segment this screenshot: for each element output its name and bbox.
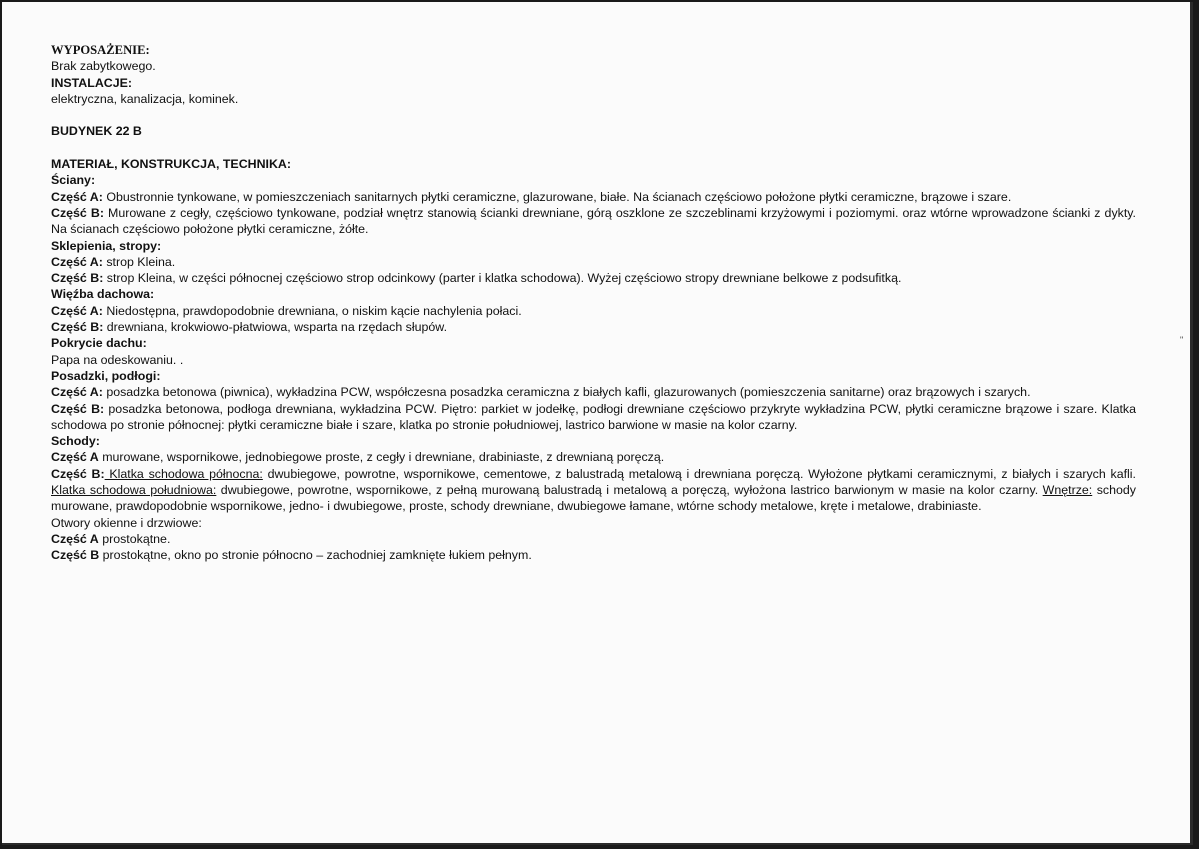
- heading-material: MATERIAŁ, KONSTRUKCJA, TECHNIKA:: [51, 157, 292, 172]
- part-label: Część B:: [51, 320, 104, 335]
- heading-pokrycie: Pokrycie dachu:: [51, 336, 147, 351]
- part-text: Niedostępna, prawdopodobnie drewniana, o niskim kącie nachylenia połaci.: [102, 303, 522, 318]
- text-instalacje: elektryczna, kanalizacja, kominek.: [51, 91, 239, 106]
- heading-wyposazenie: WYPOSAŻENIE:: [51, 43, 150, 57]
- subheading-klatka-poludniowa: Klatka schodowa południowa:: [51, 483, 217, 498]
- part-label: Część A:: [51, 303, 103, 318]
- part-label: Część A: [51, 531, 99, 546]
- part-text: murowane, wspornikowe, jednobiegowe proste, z cegły i drewniane, drabiniaste, z drewnianą poręczą.: [98, 450, 665, 465]
- document-page: [2, 2, 1193, 845]
- part-text: strop Kleina.: [102, 254, 176, 269]
- paragraph-posadzki-a: [51, 384, 1136, 400]
- margin-mark: ": [1180, 335, 1184, 345]
- part-text: prostokątne.: [98, 531, 171, 546]
- building-title: BUDYNEK 22 B: [51, 124, 142, 139]
- heading-sklepienia: Sklepienia, stropy:: [51, 238, 162, 253]
- subheading-wnetrze: Wnętrze:: [1042, 483, 1093, 498]
- subheading-klatka-polnocna: Klatka schodowa północna:: [104, 466, 263, 481]
- paragraph-sciany-a: [51, 189, 1136, 205]
- paragraph-wiezba-b: [51, 319, 1136, 335]
- part-text: prostokątne, okno po stronie północno – zachodniej zamknięte łukiem pełnym.: [99, 548, 532, 563]
- paragraph-sciany-b: [51, 205, 1136, 238]
- heading-otwory: Otwory okienne i drzwiowe:: [51, 515, 202, 530]
- part-text: dwubiegowe, powrotne, wspornikowe, z pełną murowaną balustradą i metalową a poręczą, wyłożona lastrico barwionym w masie na kolor czarny.: [216, 483, 1043, 498]
- paragraph-wiezba-a: [51, 303, 1136, 319]
- heading-sciany: Ściany:: [51, 173, 96, 188]
- heading-wiezba: Więźba dachowa:: [51, 287, 155, 302]
- part-text: drewniana, krokwiowo-płatwiowa, wsparta na rzędach słupów.: [103, 320, 448, 335]
- paragraph-schody-a: [51, 449, 1136, 465]
- paragraph-posadzki-b: [51, 401, 1136, 434]
- part-text: strop Kleina, w części północnej częściowo strop odcinkowy (parter i klatka schodowa). Wyżej częściowo stropy drewniane belkowe z podsufitką.: [103, 271, 902, 286]
- text-pokrycie: Papa na odeskowaniu. .: [51, 352, 184, 367]
- paragraph-sklepienia-a: [51, 254, 1136, 270]
- part-label: Część B:: [51, 401, 105, 416]
- part-label: Część B:: [51, 205, 104, 220]
- part-label: Część B:: [51, 466, 105, 481]
- document-content: [51, 42, 1136, 564]
- heading-instalacje: INSTALACJE:: [51, 75, 132, 90]
- part-text: posadzka betonowa, podłoga drewniana, wykładzina PCW. Piętro: parkiet w jodełkę, podłogi drewniane częściowo przykryte wykładzina PCW, płytki ceramiczne brązowe i szare. Klatka schodowa po stronie północnej: płytki ceramiczne białe i szare, klatka po stronie południowej, lastrico barwione w masie na kolor czarny.: [51, 401, 1136, 432]
- paragraph-sklepienia-b: [51, 270, 1136, 286]
- part-label: Część B:: [51, 271, 104, 286]
- part-text: schody murowane, prawdopodobnie wspornikowe, jedno- i dwubiegowe, proste, schody drewniane, dwubiegowe łamane, wtórne schody metalowe, kręte i metalowe, drabiniaste.: [51, 483, 1136, 514]
- heading-posadzki: Posadzki, podłogi:: [51, 368, 161, 383]
- part-label: Część A:: [51, 254, 103, 269]
- part-label: Część B: [51, 548, 100, 563]
- paragraph-schody-b: [51, 466, 1136, 515]
- text-wyposazenie: Brak zabytkowego.: [51, 59, 156, 74]
- part-text: posadzka betonowa (piwnica), wykładzina PCW, współczesna posadzka ceramiczna z białych kafli, glazurowanych (pomieszczenia sanitarne) oraz brązowych i szarych.: [102, 385, 1031, 400]
- part-label: Część A:: [51, 385, 103, 400]
- paragraph-otwory-b: [51, 547, 1136, 563]
- part-label: Część A: [51, 450, 99, 465]
- part-text: dwubiegowe, powrotne, wspornikowe, cementowe, z balustradą metalową i drewniana poręczą. Wyłożone płytkami ceramicznymi, z białych i szarych kafli.: [262, 466, 1136, 481]
- part-text: Murowane z cegły, częściowo tynkowane, podział wnętrz stanowią ścianki drewniane, górą oszklone ze szczeblinami krzyżowymi i poziomymi. oraz wtórne wprowadzone ścianki z dykty. Na ścianach częściowo położone płytki ceramiczne, żółte.: [51, 205, 1136, 237]
- part-label: Część A:: [51, 189, 103, 204]
- part-text: Obustronnie tynkowane, w pomieszczeniach sanitarnych płytki ceramiczne, glazurowane, białe. Na ścianach częściowo położone płytki ceramiczne, brązowe i szare.: [102, 189, 1012, 204]
- paragraph-otwory-a: [51, 531, 1136, 547]
- heading-schody: Schody:: [51, 434, 100, 449]
